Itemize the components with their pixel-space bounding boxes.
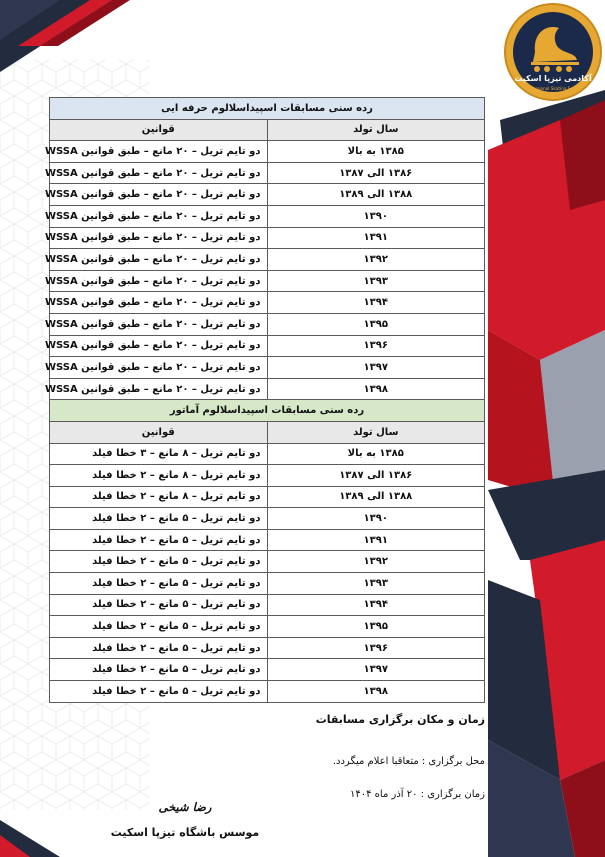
table-row [50, 508, 485, 530]
birth-year-cell: ۱۳۹۵ [267, 616, 485, 638]
rule-cell: دو تایم تریل – ۲۰ مانع – طبق قوانین WSSA [50, 249, 268, 271]
table-row [50, 378, 485, 400]
table-body [44, 98, 485, 703]
birth-year-cell: ۱۳۹۷ [267, 357, 485, 379]
birth-year-cell: ۱۳۹۴ [267, 594, 485, 616]
birth-year-cell: ۱۳۹۰ [267, 205, 485, 227]
birth-year-cell: ۱۳۹۳ [267, 270, 485, 292]
section-title-row [50, 98, 485, 120]
rule-cell: دو تایم تریل – ۲۰ مانع – طبق قوانین WSSA [50, 357, 268, 379]
birth-year-cell: ۱۳۹۰ [267, 508, 485, 530]
rule-cell: دو تایم تریل – ۸ مانع – ۲ خطا فیلد [50, 465, 268, 487]
rule-cell: دو تایم تریل – ۲۰ مانع – طبق قوانین WSSA [50, 141, 268, 163]
birth-year-cell: ۱۳۹۸ [267, 378, 485, 400]
table-row [50, 465, 485, 487]
rule-cell: دو تایم تریل – ۲۰ مانع – طبق قوانین WSSA [50, 378, 268, 400]
rule-cell: دو تایم تریل – ۲۰ مانع – طبق قوانین WSSA [50, 205, 268, 227]
birth-year-cell: ۱۳۸۶ الی ۱۳۸۷ [267, 162, 485, 184]
logo-brand-fa: آکادمی تیزپا اسکیت [514, 74, 592, 83]
birth-year-cell: ۱۳۸۸ الی ۱۳۸۹ [267, 486, 485, 508]
rule-cell: دو تایم تریل – ۲۰ مانع – طبق قوانین WSSA [50, 227, 268, 249]
table-row [50, 162, 485, 184]
header-birth-year: سال تولد [267, 421, 485, 443]
birth-year-cell: ۱۳۹۷ [267, 659, 485, 681]
signature-name: رضا شیخی [158, 800, 212, 814]
birth-year-cell: ۱۳۹۱ [267, 529, 485, 551]
rule-cell: دو تایم تریل – ۲۰ مانع – طبق قوانین WSSA [50, 313, 268, 335]
table-row [50, 486, 485, 508]
table-row [50, 184, 485, 206]
table-row [50, 335, 485, 357]
section-title: رده سنی مسابقات اسپیداسلالوم آماتور [50, 400, 485, 422]
birth-year-cell: ۱۳۹۶ [267, 637, 485, 659]
section-title-row [50, 400, 485, 422]
rule-cell: دو تایم تریل – ۵ مانع – ۲ خطا فیلد [50, 551, 268, 573]
age-category-table [44, 97, 485, 703]
event-venue: محل برگزاری : متعاقبا اعلام میگردد. [332, 756, 485, 767]
header-birth-year: سال تولد [267, 119, 485, 141]
rule-cell: دو تایم تریل – ۵ مانع – ۲ خطا فیلد [50, 508, 268, 530]
rule-cell: دو تایم تریل – ۵ مانع – ۲ خطا فیلد [50, 659, 268, 681]
table-row [50, 551, 485, 573]
rule-cell: دو تایم تریل – ۲۰ مانع – طبق قوانین WSSA [50, 270, 268, 292]
section-title: رده سنی مسابقات اسپیداسلالوم حرفه ایی [50, 98, 485, 120]
event-info-heading: زمان و مکان برگزاری مسابقات [315, 713, 485, 726]
table-row [50, 594, 485, 616]
table-row [50, 616, 485, 638]
table-row [50, 529, 485, 551]
table-row [50, 249, 485, 271]
column-header-row [50, 119, 485, 141]
birth-year-cell: ۱۳۸۵ به بالا [267, 141, 485, 163]
table-row [50, 292, 485, 314]
logo-brand-en: Professional Skating School [524, 86, 582, 91]
signature-title: موسس باشگاه تیزپا اسکیت [110, 826, 260, 839]
table-row [50, 270, 485, 292]
birth-year-cell: ۱۳۸۸ الی ۱۳۸۹ [267, 184, 485, 206]
birth-year-cell: ۱۳۹۸ [267, 681, 485, 703]
header-rules: قوانین [50, 119, 268, 141]
rule-cell: دو تایم تریل – ۵ مانع – ۲ خطا فیلد [50, 573, 268, 595]
table-row [50, 141, 485, 163]
rule-cell: دو تایم تریل – ۲۰ مانع – طبق قوانین WSSA [50, 335, 268, 357]
table-row [50, 357, 485, 379]
table-row [50, 637, 485, 659]
column-header-row [50, 421, 485, 443]
birth-year-cell: ۱۳۹۴ [267, 292, 485, 314]
event-date: زمان برگزاری : ۲۰ آذر ماه ۱۴۰۴ [350, 789, 485, 800]
birth-year-cell: ۱۳۹۶ [267, 335, 485, 357]
birth-year-cell: ۱۳۸۶ الی ۱۳۸۷ [267, 465, 485, 487]
birth-year-cell: ۱۳۸۵ به بالا [267, 443, 485, 465]
rule-cell: دو تایم تریل – ۵ مانع – ۲ خطا فیلد [50, 637, 268, 659]
table-row [50, 681, 485, 703]
rule-cell: دو تایم تریل – ۵ مانع – ۲ خطا فیلد [50, 529, 268, 551]
rule-cell: دو تایم تریل – ۵ مانع – ۲ خطا فیلد [50, 681, 268, 703]
birth-year-cell: ۱۳۹۳ [267, 573, 485, 595]
birth-year-cell: ۱۳۹۲ [267, 551, 485, 573]
table-row [50, 573, 485, 595]
birth-year-cell: ۱۳۹۱ [267, 227, 485, 249]
table-row [50, 443, 485, 465]
rule-cell: دو تایم تریل – ۲۰ مانع – طبق قوانین WSSA [50, 292, 268, 314]
table-row [50, 659, 485, 681]
competition-tables [44, 97, 485, 703]
rule-cell: دو تایم تریل – ۵ مانع – ۲ خطا فیلد [50, 616, 268, 638]
birth-year-cell: ۱۳۹۵ [267, 313, 485, 335]
table-row [50, 227, 485, 249]
rule-cell: دو تایم تریل – ۸ مانع – ۳ خطا فیلد [50, 443, 268, 465]
birth-year-cell: ۱۳۹۲ [267, 249, 485, 271]
table-row [50, 313, 485, 335]
rule-cell: دو تایم تریل – ۸ مانع – ۲ خطا فیلد [50, 486, 268, 508]
academy-logo [503, 2, 603, 102]
rule-cell: دو تایم تریل – ۲۰ مانع – طبق قوانین WSSA [50, 184, 268, 206]
table-row [50, 205, 485, 227]
header-rules: قوانین [50, 421, 268, 443]
rule-cell: دو تایم تریل – ۲۰ مانع – طبق قوانین WSSA [50, 162, 268, 184]
rule-cell: دو تایم تریل – ۵ مانع – ۲ خطا فیلد [50, 594, 268, 616]
